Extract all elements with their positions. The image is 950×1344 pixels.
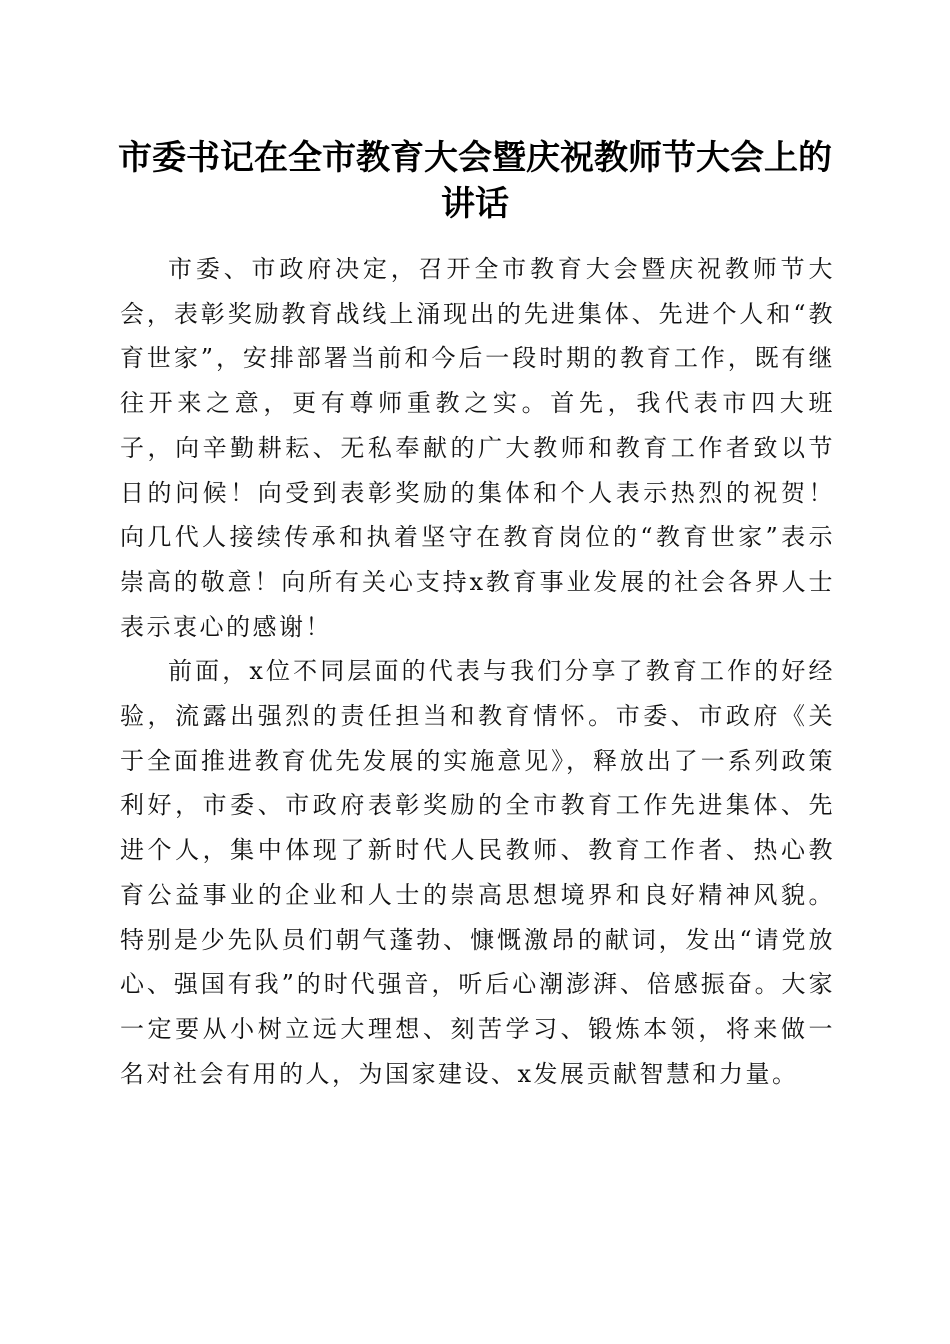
document-body (120, 247, 835, 1096)
paragraph-2: 前面，x位不同层面的代表与我们分享了教育工作的好经验，流露出强烈的责任担当和教育情怀。市委、市政府《关于全面推进教育优先发展的实施意见》，释放出了一系列政策利好，市委、市政府表彰奖励的全市教育工作先进集体、先进个人，集中体现了新时代人民教师、教育工作者、热心教育公益事业的企业和人士的崇高思想境界和良好精神风貌。特别是少先队员们朝气蓬勃、慷慨激昂的献词，发出“请党放心、强国有我”的时代强音，听后心潮澎湃、倍感振奋。大家一定要从小树立远大理想、刻苦学习、锻炼本领，将来做一名对社会有用的人，为国家建设、x发展贡献智慧和力量。 (120, 657, 835, 1088)
document-title: 市委书记在全市教育大会暨庆祝教师节大会上的讲话 (118, 138, 832, 224)
paragraph-1: 市委、市政府决定，召开全市教育大会暨庆祝教师节大会，表彰奖励教育战线上涌现出的先进集体、先进个人和“教育世家”，安排部署当前和今后一段时期的教育工作，既有继往开来之意，更有尊师重教之实。首先，我代表市四大班子，向辛勤耕耘、无私奉献的广大教师和教育工作者致以节日的问候！向受到表彰奖励的集体和个人表示热烈的祝贺！向几代人接续传承和执着坚守在教育岗位的“教育世家”表示崇高的敬意！向所有关心支持x教育事业发展的社会各界人士表示衷心的感谢！ (120, 255, 835, 641)
